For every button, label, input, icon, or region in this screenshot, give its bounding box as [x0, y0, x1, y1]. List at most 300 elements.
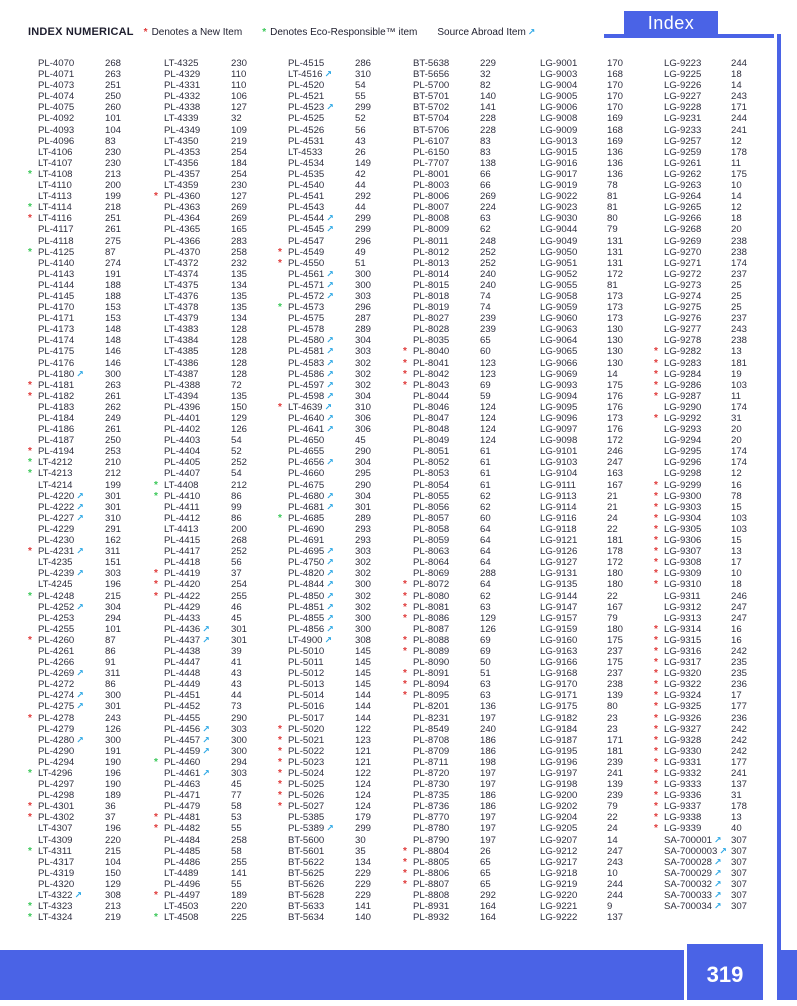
- item-page: 212: [231, 479, 248, 491]
- index-entry: [38, 402, 162, 413]
- item-code: PL-4220 ↗: [38, 490, 84, 502]
- index-entry: [540, 136, 664, 147]
- abroad-arrow-icon: ↗: [326, 457, 334, 468]
- item-code: PL-8008: [413, 213, 450, 225]
- item-page: 255: [231, 590, 248, 602]
- index-entry: [403, 346, 537, 358]
- item-code: PL-4096: [38, 135, 75, 147]
- index-entry: [38, 91, 162, 102]
- item-code: LT-4116: [38, 213, 72, 225]
- item-page: 177: [731, 701, 748, 713]
- index-entry: [540, 823, 664, 834]
- item-page: 307: [731, 834, 748, 846]
- item-code: LG-9269: [664, 235, 702, 247]
- index-entry: [164, 779, 288, 790]
- item-page: 252: [231, 457, 248, 469]
- new-item-star-icon: *: [654, 523, 658, 535]
- item-page: 239: [480, 324, 497, 336]
- item-code: PL-8201: [413, 701, 450, 713]
- item-page: 229: [480, 58, 497, 69]
- index-entry: [413, 890, 537, 901]
- item-page: 64: [480, 546, 491, 558]
- new-item-star-icon: *: [278, 257, 282, 269]
- item-code: LT-4375: [164, 279, 199, 291]
- new-item-star-icon: *: [654, 823, 658, 835]
- item-page: 79: [607, 612, 618, 624]
- item-page: 62: [480, 224, 491, 236]
- item-page: 301: [105, 501, 122, 513]
- abroad-arrow-icon: ↗: [326, 357, 334, 368]
- index-entry: [154, 823, 288, 835]
- index-entry: [540, 735, 664, 746]
- index-entry: [38, 624, 162, 635]
- new-item-star-icon: *: [654, 368, 658, 380]
- item-page: 164: [480, 901, 497, 913]
- item-code: PL-8770: [413, 812, 450, 824]
- index-entry: [664, 835, 788, 846]
- item-code: LG-9231: [664, 113, 702, 125]
- item-code: LT-4508: [164, 912, 199, 924]
- index-entry: [664, 446, 788, 457]
- item-code: PL-4411: [164, 501, 200, 513]
- item-page: 170: [607, 91, 624, 103]
- item-page: 44: [231, 690, 242, 702]
- index-entry: [654, 357, 788, 369]
- item-page: 56: [231, 557, 242, 569]
- index-entry: [413, 835, 537, 846]
- item-code: LG-9103: [540, 457, 578, 469]
- item-code: LG-9324: [664, 690, 702, 702]
- new-item-star-icon: *: [154, 823, 158, 835]
- item-page: 17: [731, 557, 742, 569]
- item-page: 243: [731, 91, 748, 103]
- index-entry: [540, 768, 664, 779]
- item-code: PL-8053: [413, 468, 450, 480]
- eco-item-star-icon: *: [278, 302, 282, 314]
- item-code: LG-9282: [664, 346, 702, 358]
- abroad-arrow-icon: ↗: [324, 634, 333, 645]
- item-code: PL-4317: [38, 856, 75, 868]
- item-code: LG-9327: [664, 723, 702, 735]
- index-entry: [540, 80, 664, 91]
- item-code: LG-9217: [540, 856, 578, 868]
- item-page: 43: [355, 135, 366, 147]
- item-code: PL-4460: [164, 756, 201, 768]
- index-entry: [164, 724, 288, 735]
- eco-item-star-icon: *: [154, 756, 158, 768]
- item-page: 14: [731, 191, 742, 203]
- item-code: PL-5027: [288, 801, 325, 813]
- index-entry: [413, 324, 537, 335]
- item-code: PL-4118: [38, 235, 74, 247]
- item-page: 46: [231, 601, 242, 613]
- item-code: LG-9296: [664, 457, 702, 469]
- item-page: 301: [231, 634, 248, 646]
- item-page: 290: [355, 479, 372, 491]
- item-page: 131: [607, 235, 624, 247]
- item-page: 131: [607, 246, 624, 258]
- item-code: PL-8018: [413, 290, 450, 302]
- item-code: PL-5016: [288, 701, 325, 713]
- item-code: PL-4547: [288, 235, 325, 247]
- item-code: PL-4222 ↗: [38, 501, 84, 513]
- new-item-star-icon: *: [278, 756, 282, 768]
- index-entry: [164, 624, 288, 635]
- item-page: 52: [355, 113, 366, 125]
- item-page: 232: [231, 257, 248, 269]
- index-entry: [28, 634, 162, 646]
- item-page: 306: [355, 413, 372, 424]
- item-page: 197: [480, 779, 497, 791]
- index-entry: [38, 480, 162, 491]
- item-page: 241: [731, 124, 748, 136]
- item-page: 45: [231, 612, 242, 624]
- index-entry: [164, 346, 288, 357]
- item-code: LT-4394: [164, 390, 199, 402]
- index-entry: [664, 591, 788, 602]
- item-page: 304: [355, 390, 372, 402]
- eco-item-star-icon: *: [28, 202, 32, 214]
- index-entry: [413, 202, 537, 213]
- item-page: 247: [607, 845, 624, 857]
- item-code: PL-4181: [38, 379, 75, 391]
- index-entry: [164, 657, 288, 668]
- item-page: 86: [105, 645, 116, 657]
- item-page: 22: [607, 523, 618, 535]
- index-entry: [28, 901, 162, 913]
- item-code: PL-4695 ↗: [288, 546, 334, 558]
- item-code: LG-9005: [540, 91, 578, 103]
- new-item-star-icon: *: [154, 590, 158, 602]
- item-page: 303: [355, 546, 372, 558]
- item-code: PL-4272: [38, 679, 75, 691]
- item-page: 302: [355, 379, 372, 391]
- item-code: LG-9212: [540, 845, 578, 857]
- item-code: PL-4482: [164, 823, 201, 835]
- item-page: 188: [105, 290, 122, 302]
- item-page: 186: [480, 734, 497, 746]
- item-code: PL-8007: [413, 202, 450, 214]
- item-page: 32: [480, 69, 491, 81]
- item-code: PL-8804: [413, 845, 450, 857]
- item-page: 244: [607, 878, 624, 890]
- item-code: PL-4075: [38, 102, 75, 114]
- item-page: 127: [231, 191, 248, 203]
- index-entry: [164, 468, 288, 479]
- item-page: 54: [231, 435, 242, 447]
- item-code: PL-4302: [38, 812, 75, 824]
- item-page: 123: [480, 368, 497, 380]
- item-page: 63: [480, 213, 491, 225]
- item-code: LT-4325: [164, 58, 199, 69]
- index-entry: [288, 846, 412, 857]
- index-entry: [278, 779, 412, 791]
- index-entry: [540, 468, 664, 479]
- item-page: 145: [355, 657, 372, 669]
- index-entry: [413, 713, 537, 724]
- abroad-arrow-icon: ↗: [326, 568, 334, 579]
- item-code: PL-8044: [413, 390, 450, 402]
- new-item-star-icon: *: [278, 401, 282, 413]
- index-entry: [288, 413, 412, 424]
- abroad-arrow-icon: ↗: [76, 501, 84, 512]
- item-code: PL-4239 ↗: [38, 568, 84, 580]
- index-entry: [654, 712, 788, 724]
- index-entry: [288, 668, 412, 679]
- index-entry: [664, 236, 788, 247]
- item-code: LG-9330: [664, 745, 702, 757]
- item-code: LT-4489: [164, 867, 199, 879]
- index-entry: [413, 768, 537, 779]
- item-code: BT-5701: [413, 91, 450, 103]
- new-item-star-icon: *: [654, 535, 658, 547]
- index-entry: [288, 91, 412, 102]
- item-code: PL-6107: [413, 135, 450, 147]
- item-page: 72: [231, 379, 242, 391]
- index-entry: [413, 468, 537, 479]
- item-code: LG-9184: [540, 723, 578, 735]
- index-entry: [288, 358, 412, 369]
- item-code: PL-4363: [164, 202, 201, 214]
- item-page: 36: [105, 801, 116, 813]
- item-code: PL-4572 ↗: [288, 290, 334, 302]
- index-entry: [413, 69, 537, 80]
- index-entry: [664, 857, 788, 868]
- index-entry: [654, 634, 788, 646]
- index-entry: [664, 424, 788, 435]
- item-code: PL-5023: [288, 756, 325, 768]
- item-page: 103: [731, 379, 748, 391]
- item-code: LG-9259: [664, 146, 702, 158]
- item-code: PL-4850 ↗: [288, 590, 334, 602]
- index-entry: [540, 302, 664, 313]
- item-page: 237: [607, 668, 624, 680]
- item-code: PL-4486: [164, 856, 201, 868]
- item-code: LG-9313: [664, 612, 702, 624]
- item-page: 191: [105, 745, 122, 757]
- index-entry: [38, 269, 162, 280]
- index-entry: [664, 879, 788, 890]
- abroad-arrow-icon: ↗: [326, 379, 334, 390]
- item-code: LG-9113: [540, 490, 577, 502]
- item-page: 64: [480, 523, 491, 535]
- item-code: LG-9270: [664, 246, 702, 258]
- legend-abroad-label: Source Abroad Item: [437, 26, 526, 38]
- index-entry: [164, 857, 288, 868]
- item-code: PL-8042: [413, 368, 450, 380]
- item-code: LG-9337: [664, 801, 702, 813]
- item-code: LG-9170: [540, 679, 578, 691]
- item-code: PL-8095: [413, 690, 450, 702]
- item-page: 238: [731, 246, 748, 258]
- index-entry: [403, 357, 537, 369]
- item-page: 126: [231, 424, 248, 436]
- index-entry: [288, 125, 412, 136]
- index-entry: [654, 390, 788, 402]
- item-code: PL-8805: [413, 856, 450, 868]
- index-entry: [288, 58, 412, 69]
- item-page: 24: [607, 512, 618, 524]
- index-entry: [164, 202, 288, 213]
- item-page: 69: [480, 634, 491, 646]
- index-entry: [164, 646, 288, 657]
- item-code: PL-4092: [38, 113, 75, 125]
- item-page: 137: [731, 779, 748, 791]
- item-page: 255: [231, 856, 248, 868]
- index-entry: [540, 635, 664, 646]
- abroad-arrow-icon: ↗: [326, 413, 334, 423]
- index-entry: [288, 169, 412, 180]
- item-page: 269: [231, 213, 248, 225]
- item-code: LT-4413: [164, 523, 199, 535]
- index-entry: [540, 779, 664, 790]
- new-item-star-icon: *: [654, 379, 658, 391]
- index-entry: [413, 657, 537, 668]
- item-code: LT-4214: [38, 479, 73, 491]
- index-entry: [664, 136, 788, 147]
- item-code: LT-4372: [164, 257, 199, 269]
- item-page: 286: [355, 58, 372, 69]
- eco-item-star-icon: *: [28, 768, 32, 779]
- item-page: 170: [607, 80, 624, 92]
- item-page: 23: [607, 723, 618, 735]
- index-entry: [288, 657, 412, 668]
- item-page: 238: [731, 335, 748, 347]
- item-code: LG-9331: [664, 756, 702, 768]
- item-page: 197: [480, 768, 497, 779]
- index-entry: [540, 358, 664, 369]
- item-page: 242: [731, 734, 748, 746]
- item-code: LT-4533: [288, 146, 323, 158]
- new-item-star-icon: *: [403, 357, 407, 369]
- item-page: 10: [607, 867, 618, 879]
- index-entry: [413, 335, 537, 346]
- item-code: LG-9069: [540, 368, 578, 380]
- index-entry: [413, 191, 537, 202]
- item-page: 174: [731, 457, 748, 469]
- index-entry: [154, 890, 288, 902]
- item-page: 268: [105, 58, 122, 69]
- index-entry: [288, 679, 412, 690]
- index-entry: [288, 346, 412, 357]
- item-page: 200: [105, 180, 122, 192]
- item-code: PL-8072: [413, 579, 450, 591]
- item-code: PL-4471: [164, 790, 201, 802]
- index-entry: [540, 613, 664, 624]
- item-code: SA-700029 ↗: [664, 867, 722, 879]
- item-page: 87: [105, 246, 116, 258]
- index-entry: [164, 635, 288, 646]
- item-page: 213: [105, 901, 122, 913]
- item-code: LG-9266: [664, 213, 702, 225]
- item-page: 20: [731, 224, 742, 236]
- item-code: LG-9320: [664, 668, 702, 680]
- item-code: LG-9314: [664, 623, 702, 635]
- item-code: PL-4485: [164, 845, 201, 857]
- item-page: 252: [480, 246, 497, 258]
- index-entry: [413, 746, 537, 757]
- index-entry: [540, 413, 664, 424]
- item-page: 22: [607, 590, 618, 602]
- index-entry: [664, 224, 788, 235]
- index-entry: [413, 912, 537, 923]
- item-code: PL-4640 ↗: [288, 413, 334, 424]
- index-entry: [38, 602, 162, 613]
- item-code: PL-4320: [38, 878, 75, 890]
- item-code: PL-8013: [413, 257, 450, 269]
- index-entry: [664, 58, 788, 69]
- item-code: PL-8058: [413, 523, 450, 535]
- item-page: 229: [355, 890, 372, 902]
- index-entry: [278, 723, 412, 735]
- item-code: PL-8087: [413, 623, 450, 635]
- item-code: LG-9059: [540, 302, 578, 314]
- index-entry: [654, 823, 788, 835]
- index-entry: [654, 479, 788, 491]
- item-code: LT-4384: [164, 335, 199, 347]
- item-page: 173: [607, 313, 624, 325]
- item-code: PL-4297: [38, 779, 75, 791]
- item-page: 181: [731, 357, 748, 369]
- index-entry: [278, 512, 412, 524]
- item-code: PL-4438: [164, 645, 201, 657]
- item-page: 244: [607, 890, 624, 902]
- item-page: 289: [355, 512, 372, 524]
- item-page: 129: [480, 612, 497, 624]
- index-entry: [164, 280, 288, 291]
- item-page: 252: [480, 257, 497, 269]
- item-code: PL-8014: [413, 268, 450, 280]
- index-entry: [540, 180, 664, 191]
- legend-new-label: Denotes a New Item: [151, 26, 243, 38]
- item-page: 247: [731, 612, 748, 624]
- item-code: LG-9283: [664, 357, 702, 369]
- item-code: PL-4484: [164, 834, 201, 846]
- item-page: 261: [105, 390, 122, 402]
- item-code: PL-4401: [164, 413, 201, 424]
- eco-item-star-icon: *: [28, 845, 32, 857]
- item-code: PL-4279: [38, 723, 75, 735]
- item-code: LG-9195: [540, 745, 578, 757]
- index-entry: [413, 624, 537, 635]
- new-item-star-icon: *: [654, 546, 658, 558]
- new-item-star-icon: *: [654, 701, 658, 713]
- index-entry: [38, 579, 162, 590]
- item-page: 180: [607, 623, 624, 635]
- index-entry: [654, 546, 788, 558]
- index-entry: [540, 857, 664, 868]
- item-page: 240: [480, 279, 497, 291]
- item-code: PL-8736: [413, 801, 450, 813]
- item-page: 31: [731, 413, 742, 424]
- item-page: 121: [355, 745, 372, 757]
- item-page: 148: [105, 324, 122, 336]
- item-code: LG-9095: [540, 401, 578, 413]
- item-code: LG-9287: [664, 390, 702, 402]
- index-entry: [28, 768, 162, 779]
- item-code: PL-4319: [38, 867, 75, 879]
- item-page: 109: [231, 124, 248, 136]
- item-page: 243: [731, 324, 748, 336]
- item-code: PL-8006: [413, 191, 450, 203]
- item-page: 300: [105, 690, 122, 702]
- eco-item-star-icon: *: [28, 457, 32, 469]
- item-page: 242: [731, 645, 748, 657]
- index-entry: [164, 80, 288, 91]
- item-code: LG-9204: [540, 812, 578, 824]
- index-entry: [154, 490, 288, 502]
- index-entry: [164, 602, 288, 613]
